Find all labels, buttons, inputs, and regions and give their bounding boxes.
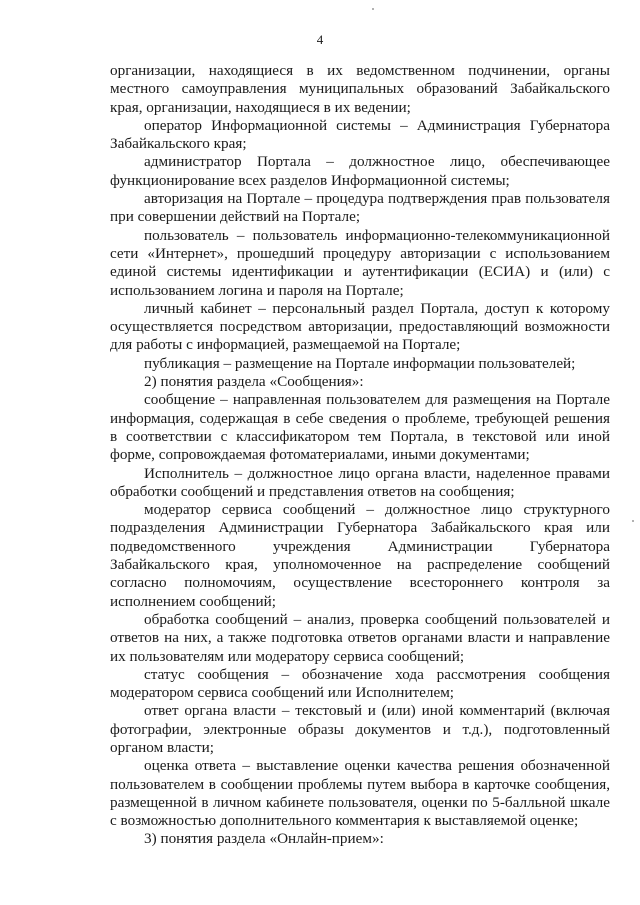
definition-message-processing: обработка сообщений – анализ, проверка сообщений пользователей и ответов на них, а также подготовка ответов органами власти и направление их пользователям или модератору сервиса сообщений;: [110, 610, 610, 665]
definition-authority-response: ответ органа власти – текстовый и (или) иной комментарий (включая фотографии, электронные образы документов и т.д.), подготовленный органом власти;: [110, 702, 610, 756]
definition-authorization: авторизация на Портале – процедура подтверждения прав пользователя при совершении действий на Портале;: [110, 190, 610, 226]
definition-moderator: модератор сервиса сообщений – должностное лицо структурного подразделения Администрации Губернатора Забайкальского края или подведомственного учреждения Администрации Губернатора Забайкальского края, уполномоченное на распределение сообщений согласно полномочиям, осуществление всестороннего контроля за исполнением сообщений;: [110, 501, 610, 610]
definition-publication: публикация – размещение на Портале информации пользователей;: [144, 354, 576, 372]
definition-executor: Исполнитель – должностное лицо органа власти, наделенное правами обработки сообщений и представления ответов на сообщения;: [110, 464, 610, 500]
section-heading-messages: 2) понятия раздела «Сообщения»:: [144, 373, 364, 391]
document-body: [110, 62, 610, 849]
scan-artifact: [372, 8, 374, 10]
scan-artifact: [632, 520, 634, 522]
definition-portal-administrator: администратор Портала – должностное лицо, обеспечивающее функционирование всех разделов Информационной системы;: [110, 153, 610, 189]
definition-message: сообщение – направленная пользователем для размещения на Портале информация, содержащая в себе сведения о проблеме, требующей решения в соответствии с классификатором тем Портала, в текстовой или иной форме, сопровождаемая фотоматериалами, иными документами;: [110, 391, 610, 464]
definition-operator: оператор Информационной системы – Администрация Губернатора Забайкальского края;: [110, 116, 610, 153]
section-heading-online-reception: 3) понятия раздела «Онлайн-прием»:: [144, 830, 384, 848]
definition-message-status: статус сообщения – обозначение хода рассмотрения сообщения модератором сервиса сообщений или Исполнителем;: [110, 665, 610, 702]
definition-personal-account: личный кабинет – персональный раздел Портала, доступ к которому осуществляется посредством авторизации, предоставляющий возможности для работы с информацией, размещаемой на Портале;: [110, 299, 610, 354]
paragraph-continuation: организации, находящиеся в их ведомственном подчинении, органы местного самоуправления муниципальных образований Забайкальского края, организации, находящиеся в их ведении;: [110, 62, 610, 116]
page-number: 4: [316, 32, 324, 47]
definition-user: пользователь – пользователь информационно-телекоммуникационной сети «Интернет», прошедший процедуру авторизации с использованием единой системы идентификации и аутентификации (ЕСИА) и (или) с использованием логина и пароля на Портале;: [110, 226, 610, 299]
definition-response-rating: оценка ответа – выставление оценки качества решения обозначенной пользователем в сообщении проблемы путем выбора в карточке сообщения, размещенной в личном кабинете пользователя, оценки по 5-балльной шкале с возможностью дополнительного комментария к выставляемой оценке;: [110, 757, 610, 830]
